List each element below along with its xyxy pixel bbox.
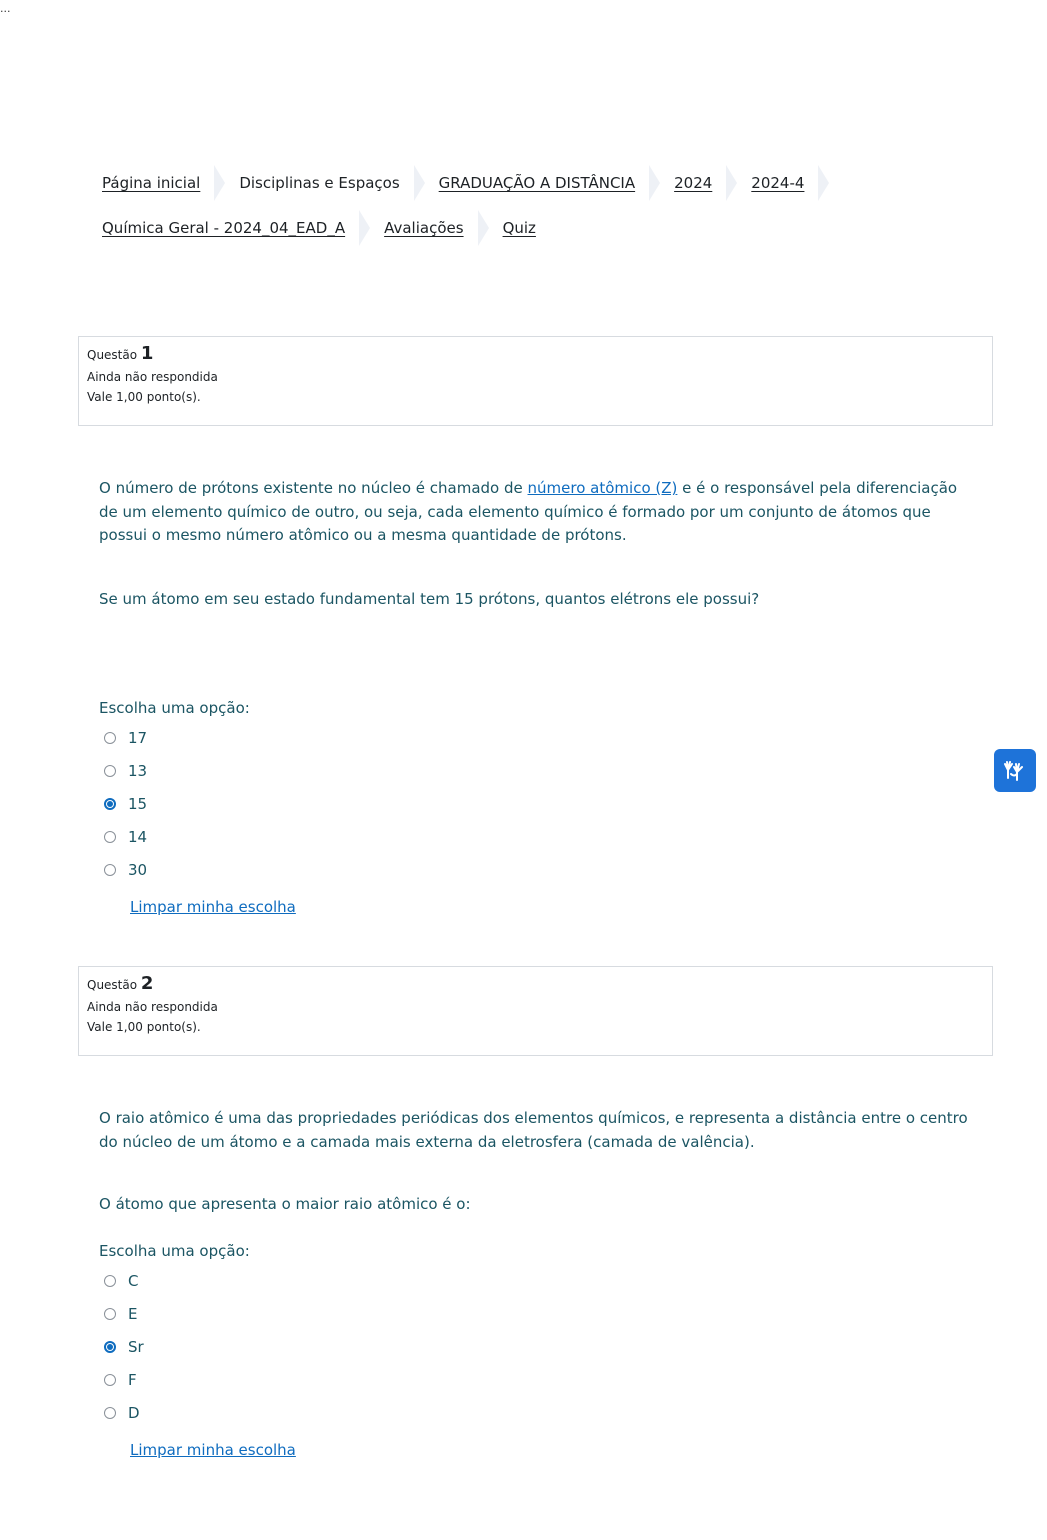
question-label: Questão — [87, 978, 138, 992]
breadcrumb-item-2024-4[interactable]: 2024-4 — [737, 165, 829, 201]
breadcrumb-row-1 — [88, 165, 829, 201]
radio-icon[interactable] — [104, 1407, 116, 1419]
choose-option-label: Escolha uma opção: — [99, 699, 250, 717]
breadcrumb-separator — [478, 210, 489, 246]
question-points: Vale 1,00 ponto(s). — [87, 1020, 201, 1034]
accessibility-widget-button[interactable] — [994, 749, 1036, 792]
radio-icon[interactable] — [104, 765, 116, 777]
question-2-info — [78, 966, 993, 1056]
breadcrumb-separator — [649, 165, 660, 201]
radio-icon[interactable] — [104, 1308, 116, 1320]
breadcrumb-item-disciplinas: Disciplinas e Espaços — [225, 165, 424, 201]
question-1-info — [78, 336, 993, 426]
breadcrumb-separator — [726, 165, 737, 201]
radio-icon[interactable] — [104, 1275, 116, 1287]
question-number: 1 — [140, 343, 154, 364]
breadcrumb-separator — [214, 165, 225, 201]
question-status: Ainda não respondida — [87, 1000, 218, 1014]
radio-icon[interactable] — [104, 864, 116, 876]
sign-language-hands-icon — [1002, 758, 1028, 784]
breadcrumb-item-graduacao[interactable]: GRADUAÇÃO A DISTÂNCIA — [425, 165, 660, 201]
question-2-options — [104, 1264, 144, 1429]
option-f[interactable]: F — [104, 1363, 144, 1396]
radio-icon[interactable] — [104, 732, 116, 744]
question-2-text: O raio atômico é uma das propriedades periódicas dos elementos químicos, e representa a distância entre o centro do núcleo de um átomo e a camada mais externa da eletrosfera (camada de valência). — [99, 1109, 968, 1151]
question-status: Ainda não respondida — [87, 370, 218, 384]
option-30[interactable]: 30 — [104, 853, 147, 886]
breadcrumb-separator — [359, 210, 370, 246]
question-2-prompt-text: O átomo que apresenta o maior raio atômico é o: — [99, 1195, 471, 1213]
option-14[interactable]: 14 — [104, 820, 147, 853]
question-label: Questão — [87, 348, 138, 362]
question-points: Vale 1,00 ponto(s). — [87, 390, 201, 404]
breadcrumb-separator — [414, 165, 425, 201]
breadcrumb-item-2024[interactable]: 2024 — [660, 165, 737, 201]
radio-icon[interactable] — [104, 1374, 116, 1386]
option-15[interactable]: 15 — [104, 787, 147, 820]
breadcrumb-separator — [818, 165, 829, 201]
option-sr[interactable]: Sr — [104, 1330, 144, 1363]
breadcrumb-item-quiz[interactable]: Quiz — [502, 219, 536, 237]
breadcrumb-item-home[interactable]: Página inicial — [88, 165, 225, 201]
question-number: 2 — [140, 973, 154, 994]
clear-choice-link[interactable]: Limpar minha escolha — [130, 1441, 296, 1459]
question-1-text: O número de prótons existente no núcleo é chamado de número atômico (Z) e é o responsável pela diferenciação de um elemento químico de outro, ou seja, cada elemento químico é formado por um conjunto de átomos que possui o mesmo número atômico ou a mesma quantidade de prótons. — [99, 479, 958, 544]
option-17[interactable]: 17 — [104, 721, 147, 754]
radio-checked-icon[interactable] — [104, 798, 116, 810]
option-c[interactable]: C — [104, 1264, 144, 1297]
radio-checked-icon[interactable] — [104, 1341, 116, 1353]
clear-choice-link[interactable]: Limpar minha escolha — [130, 898, 296, 916]
question-1-options — [104, 721, 147, 886]
top-ellipsis: ... — [0, 2, 11, 15]
option-e[interactable]: E — [104, 1297, 144, 1330]
option-13[interactable]: 13 — [104, 754, 147, 787]
choose-option-label: Escolha uma opção: — [99, 1242, 250, 1260]
breadcrumb-item-avaliacoes[interactable]: Avaliações — [370, 210, 488, 246]
radio-icon[interactable] — [104, 831, 116, 843]
breadcrumb-item-course[interactable]: Química Geral - 2024_04_EAD_A — [88, 210, 370, 246]
question-1-prompt-text: Se um átomo em seu estado fundamental tem 15 prótons, quantos elétrons ele possui? — [99, 590, 760, 608]
breadcrumb-row-2 — [88, 210, 550, 246]
atomic-number-link[interactable]: número atômico (Z) — [527, 479, 678, 497]
option-d[interactable]: D — [104, 1396, 144, 1429]
